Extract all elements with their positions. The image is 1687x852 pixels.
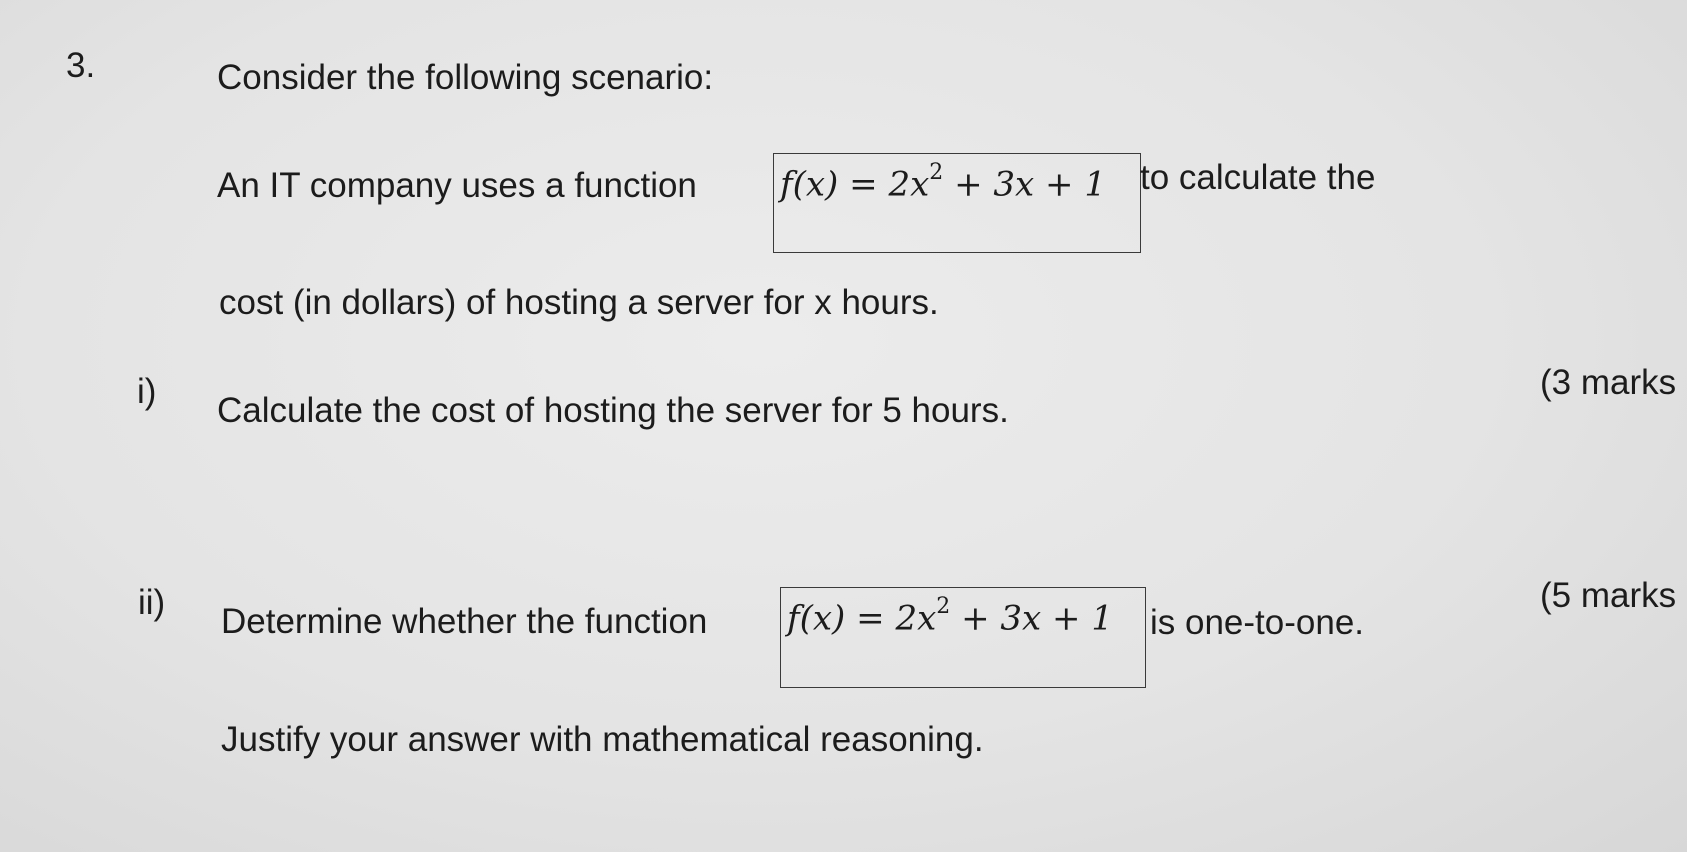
part-ii-justify: Justify your answer with mathematical reasoning. [221,720,984,759]
scenario-intro: Consider the following scenario: [217,58,714,97]
formula-1: $f(x) = 2x^2 + 3x + 1$ [780,160,1106,205]
part-i-question: Calculate the cost of hosting the server for 5 hours. [217,391,1009,430]
part-ii-marks: (5 marks [1540,576,1677,615]
formula-2: $f(x) = 2x^2 + 3x + 1$ [787,594,1113,639]
question-number: 3. [66,46,96,85]
scenario-line-1-before: An IT company uses a function [217,166,697,205]
part-ii-label: ii) [138,583,166,622]
scenario-line-1-after: to calculate the [1140,158,1376,197]
part-i-marks: (3 marks [1540,363,1677,402]
scenario-line-2: cost (in dollars) of hosting a server for x hours. [219,283,939,322]
formula-box-2 [780,587,1146,688]
formula-box-1 [773,153,1141,253]
part-ii-question-after: is one-to-one. [1150,603,1365,642]
part-ii-question-before: Determine whether the function [221,602,708,641]
part-i-label: i) [137,372,157,411]
